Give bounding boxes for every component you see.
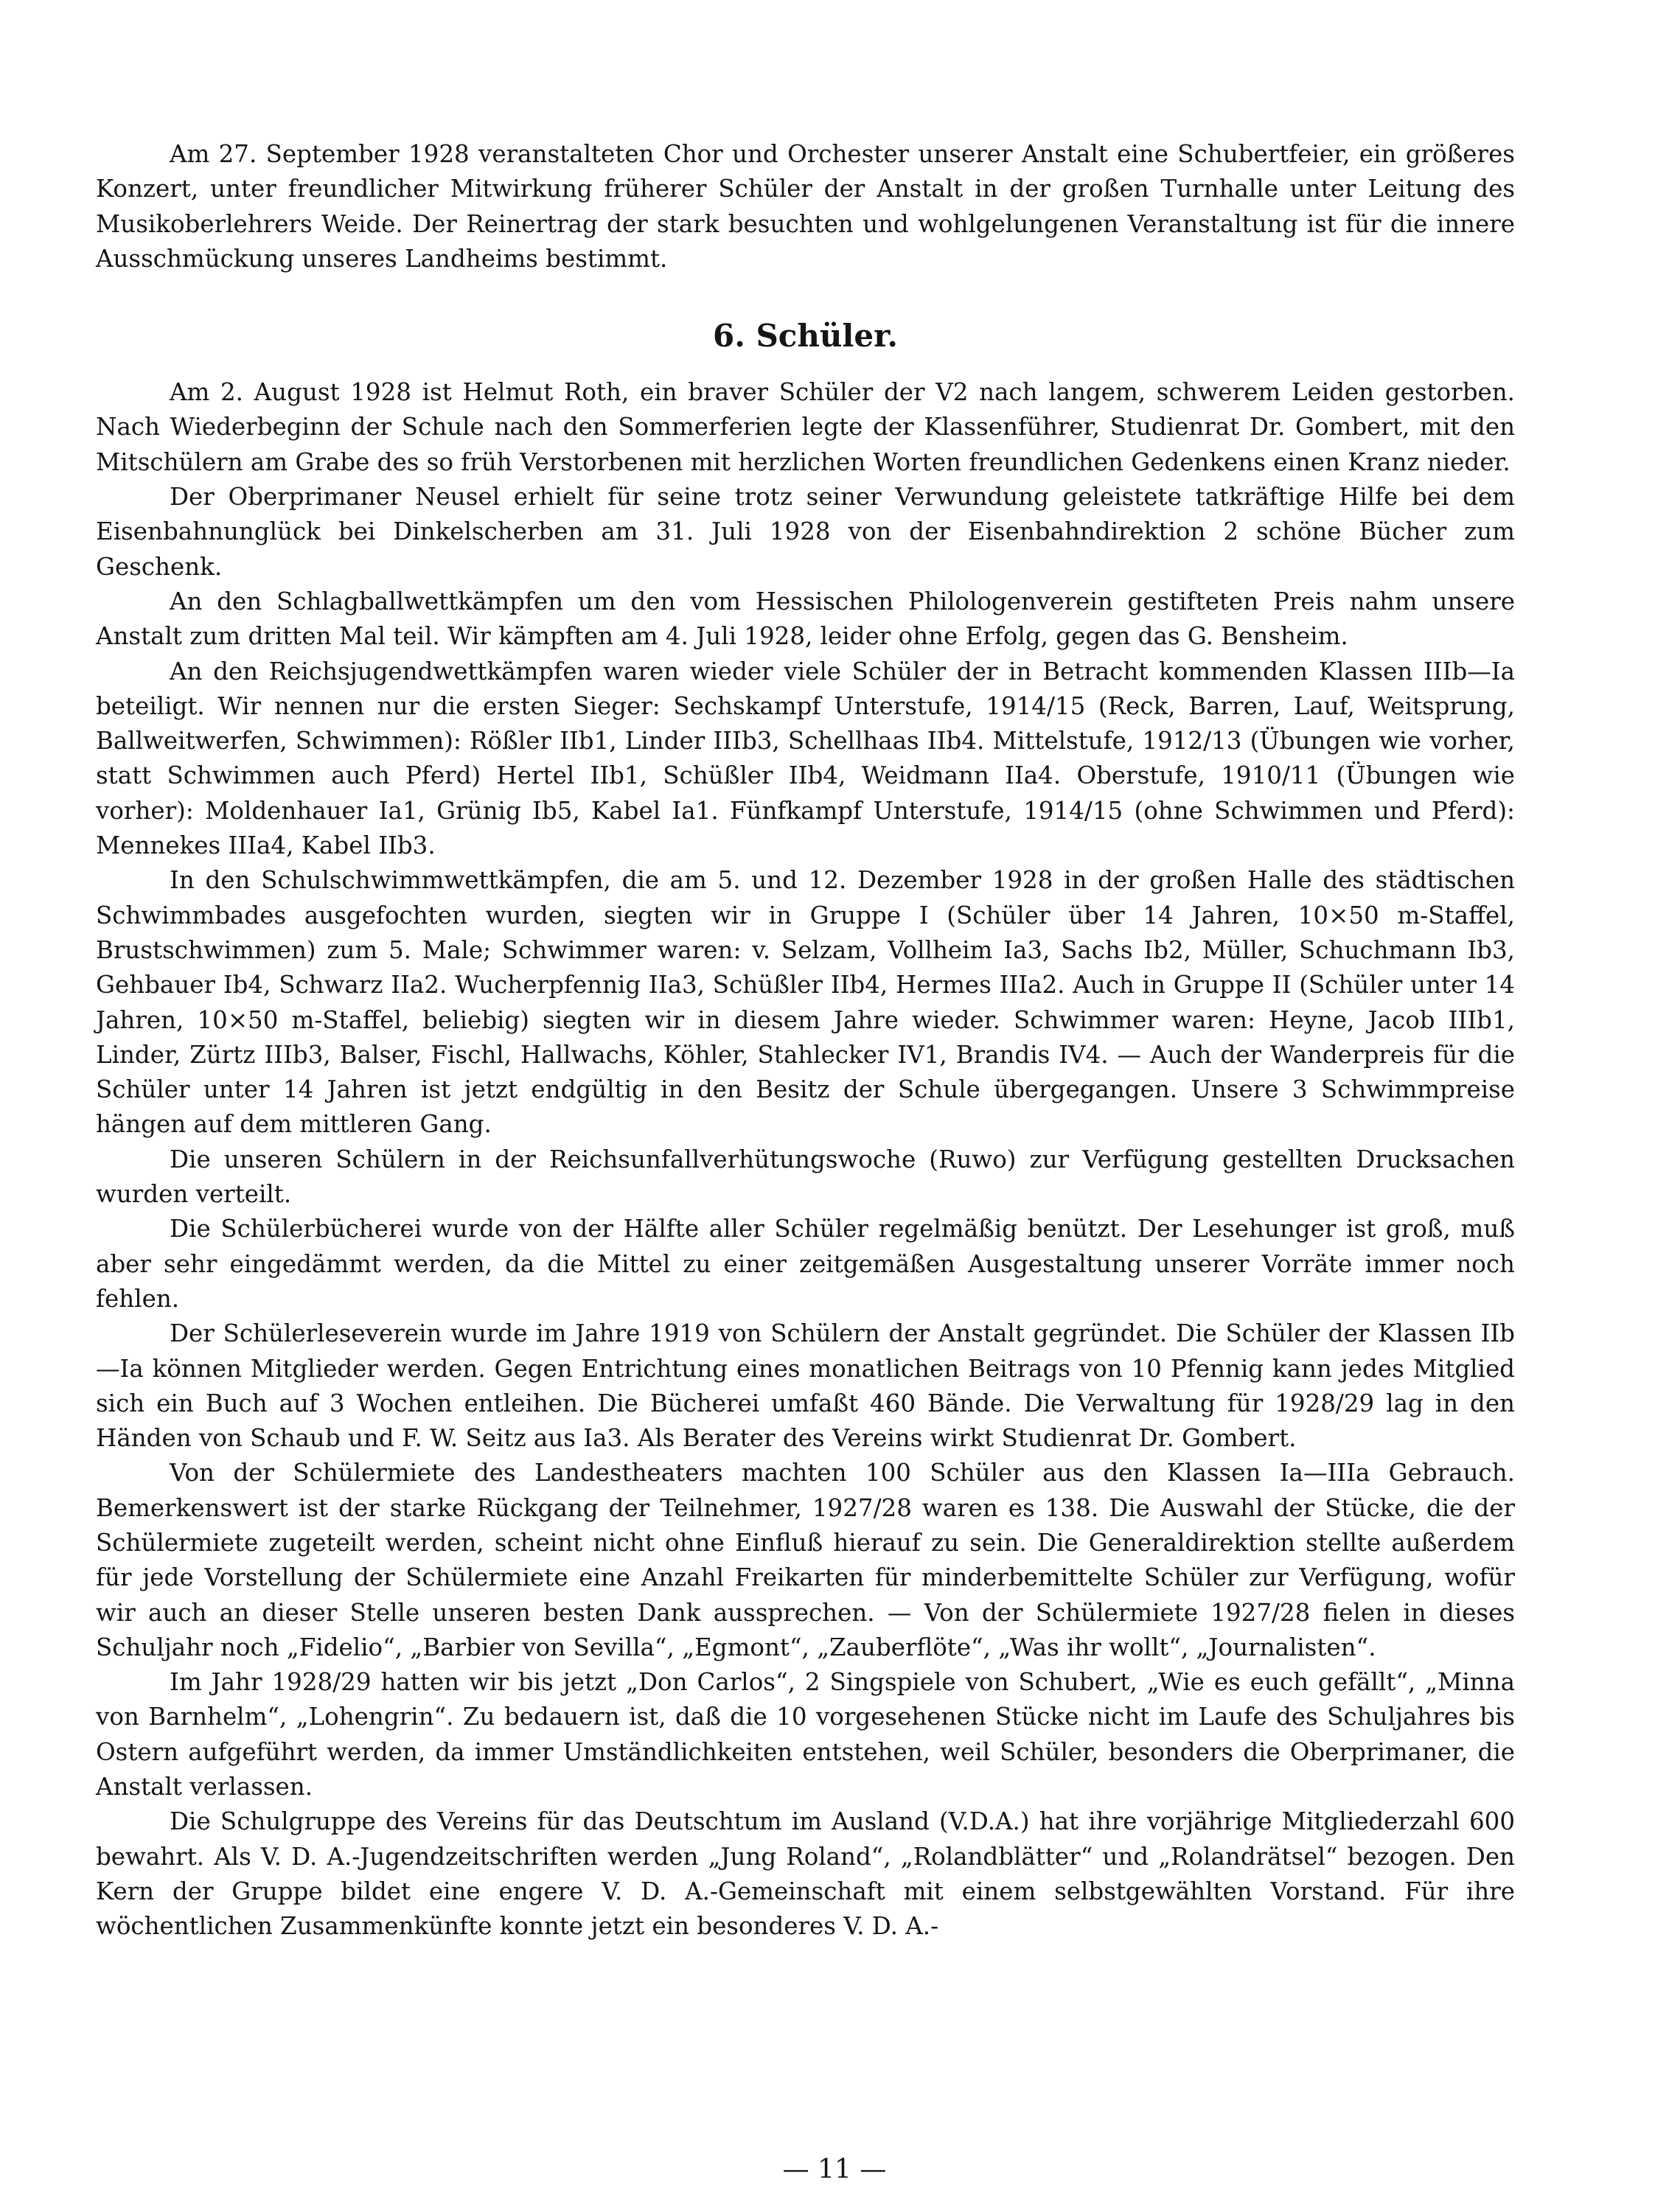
section-heading: 6. Schüler.: [712, 318, 898, 355]
page-number: — 11 —: [782, 2155, 887, 2185]
paragraph-vda: Die Schulgruppe des Vereins für das Deutschtum im Ausland (V.D.A.) hat ihre vorjährige Mitgliederzahl 600 bewahrt. Als V. D. A.-Jugendzeitschriften werden „Jung Roland“, „Rolandblätter“ und „Rolandrätsel“ bezogen. Den Kern der Gruppe bildet eine engere V. D. A.-Gemeinschaft mit einem selbstgewählten Vorstand. Für ihre wöchentlichen Zusammenkünfte konnte jetzt ein besonderes V. D. A.-: [96, 1807, 1515, 1941]
paragraph-railway-accident: Der Oberprimaner Neusel erhielt für seine trotz seiner Verwundung geleistete tatkräftige Hilfe bei dem Eisenbahnunglück bei Dinkelscherben am 31. Juli 1928 von der Eisenbahndirektion 2 schöne Bücher zum Geschenk.: [96, 483, 1515, 581]
paragraph-schuelerleseverein: Der Schülerleseverein wurde im Jahre 1919 von Schülern der Anstalt gegründet. Die Schüler der Klassen IIb—Ia können Mitglieder werden. Gegen Entrichtung eines monatlichen Beitrags von 10 Pfennig kann jedes Mitglied sich ein Buch auf 3 Wochen entleihen. Die Bücherei umfaßt 460 Bände. Die Verwaltung für 1928/29 lag in den Händen von Schaub und F. W. Seitz aus Ia3. Als Berater des Vereins wirkt Studienrat Dr. Gombert.: [96, 1319, 1515, 1453]
paragraph-ruwo: Die unseren Schülern in der Reichsunfallverhütungswoche (Ruwo) zur Verfügung gestellten Drucksachen wurden verteilt.: [96, 1145, 1515, 1209]
paragraph-schlagball: An den Schlagballwettkämpfen um den vom Hessischen Philologenverein gestifteten Preis nahm unsere Anstalt zum dritten Mal teil. Wir kämpften am 4. Juli 1928, leider ohne Erfolg, gegen das G. Bensheim.: [96, 587, 1515, 651]
paragraph-schwimmwettkaempfe: In den Schulschwimmwettkämpfen, die am 5. und 12. Dezember 1928 in der großen Halle des städtischen Schwimmbades ausgefochten wurden, siegten wir in Gruppe I (Schüler über 14 Jahren, 10×50 m-Staffel, Brustschwimmen) zum 5. Male; Schwimmer waren: v. Selzam, Vollheim Ia3, Sachs Ib2, Müller, Schuchmann Ib3, Gehbauer Ib4, Schwarz IIa2. Wucherpfennig IIa3, Schüßler IIb4, Hermes IIIa2. Auch in Gruppe II (Schüler unter 14 Jahren, 10×50 m-Staffel, beliebig) siegten wir in diesem Jahre wieder. Schwimmer waren: Heyne, Jacob IIIb1, Linder, Zürtz IIIb3, Balser, Fischl, Hallwachs, Köhler, Stahlecker IV1, Brandis IV4. — Auch der Wanderpreis für die Schüler unter 14 Jahren ist jetzt endgültig in den Besitz der Schule übergegangen. Unsere 3 Schwimmpreise hängen auf dem mittleren Gang.: [96, 866, 1515, 1139]
paragraph-spielplan: Im Jahr 1928/29 hatten wir bis jetzt „Don Carlos“, 2 Singspiele von Schubert, „Wie es euch gefällt“, „Minna von Barnhelm“, „Lohengrin“. Zu bedauern ist, daß die 10 vorgesehenen Stücke nicht im Laufe des Schuljahres bis Ostern aufgeführt werden, da immer Umständlichkeiten entstehen, weil Schüler, besonders die Oberprimaner, die Anstalt verlassen.: [96, 1668, 1515, 1801]
paragraph-schuelermiete: Von der Schülermiete des Landestheaters machten 100 Schüler aus den Klassen Ia—IIIa Gebrauch. Bemerkenswert ist der starke Rückgang der Teilnehmer, 1927/28 waren es 138. Die Auswahl der Stücke, die der Schülermiete zugeteilt werden, scheint nicht ohne Einfluß hierauf zu sein. Die Generaldirektion stellte außerdem für jede Vorstellung der Schülermiete eine Anzahl Freikarten für minderbemittelte Schüler zur Verfügung, wofür wir auch an dieser Stelle unseren besten Dank aussprechen. — Von der Schülermiete 1927/28 fielen in dieses Schuljahr noch „Fidelio“, „Barbier von Sevilla“, „Egmont“, „Zauberflöte“, „Was ihr wollt“, „Journalisten“.: [96, 1459, 1515, 1661]
paragraph-death-notice: Am 2. August 1928 ist Helmut Roth, ein braver Schüler der V2 nach langem, schwerem Leiden gestorben. Nach Wiederbeginn der Schule nach den Sommerferien legte der Klassenführer, Studienrat Dr. Gombert, mit den Mitschülern am Grabe des so früh Verstorbenen mit herzlichen Worten freundlichen Gedenkens einen Kranz nieder.: [96, 378, 1515, 476]
intro-paragraph: Am 27. September 1928 veranstalteten Chor und Orchester unserer Anstalt eine Schubertfeier, ein größeres Konzert, unter freundlicher Mitwirkung früherer Schüler der Anstalt in der großen Turnhalle unter Leitung des Musikoberlehrers Weide. Der Reinertrag der stark besuchten und wohlgelungenen Veranstaltung ist für die innere Ausschmückung unseres Landheims bestimmt.: [96, 140, 1515, 273]
paragraph-schuelerbuecherei: Die Schülerbücherei wurde von der Hälfte aller Schüler regelmäßig benützt. Der Lesehunger ist groß, muß aber sehr eingedämmt werden, da die Mittel zu einer zeitgemäßen Ausgestaltung unserer Vorräte immer noch fehlen.: [96, 1215, 1515, 1313]
page-body: [96, 137, 1515, 1944]
paragraph-reichsjugendwettkaempfe: An den Reichsjugendwettkämpfen waren wieder viele Schüler der in Betracht kommenden Klassen IIIb—Ia beteiligt. Wir nennen nur die ersten Sieger: Sechskampf Unterstufe, 1914/15 (Reck, Barren, Lauf, Weitsprung, Ballweitwerfen, Schwimmen): Rößler IIb1, Linder IIIb3, Schellhaas IIb4. Mittelstufe, 1912/13 (Übungen wie vorher, statt Schwimmen auch Pferd) Hertel IIb1, Schüßler IIb4, Weidmann IIa4. Oberstufe, 1910/11 (Übungen wie vorher): Moldenhauer Ia1, Grünig Ib5, Kabel Ia1. Fünfkampf Unterstufe, 1914/15 (ohne Schwimmen und Pferd): Mennekes IIIa4, Kabel IIb3.: [96, 657, 1515, 860]
